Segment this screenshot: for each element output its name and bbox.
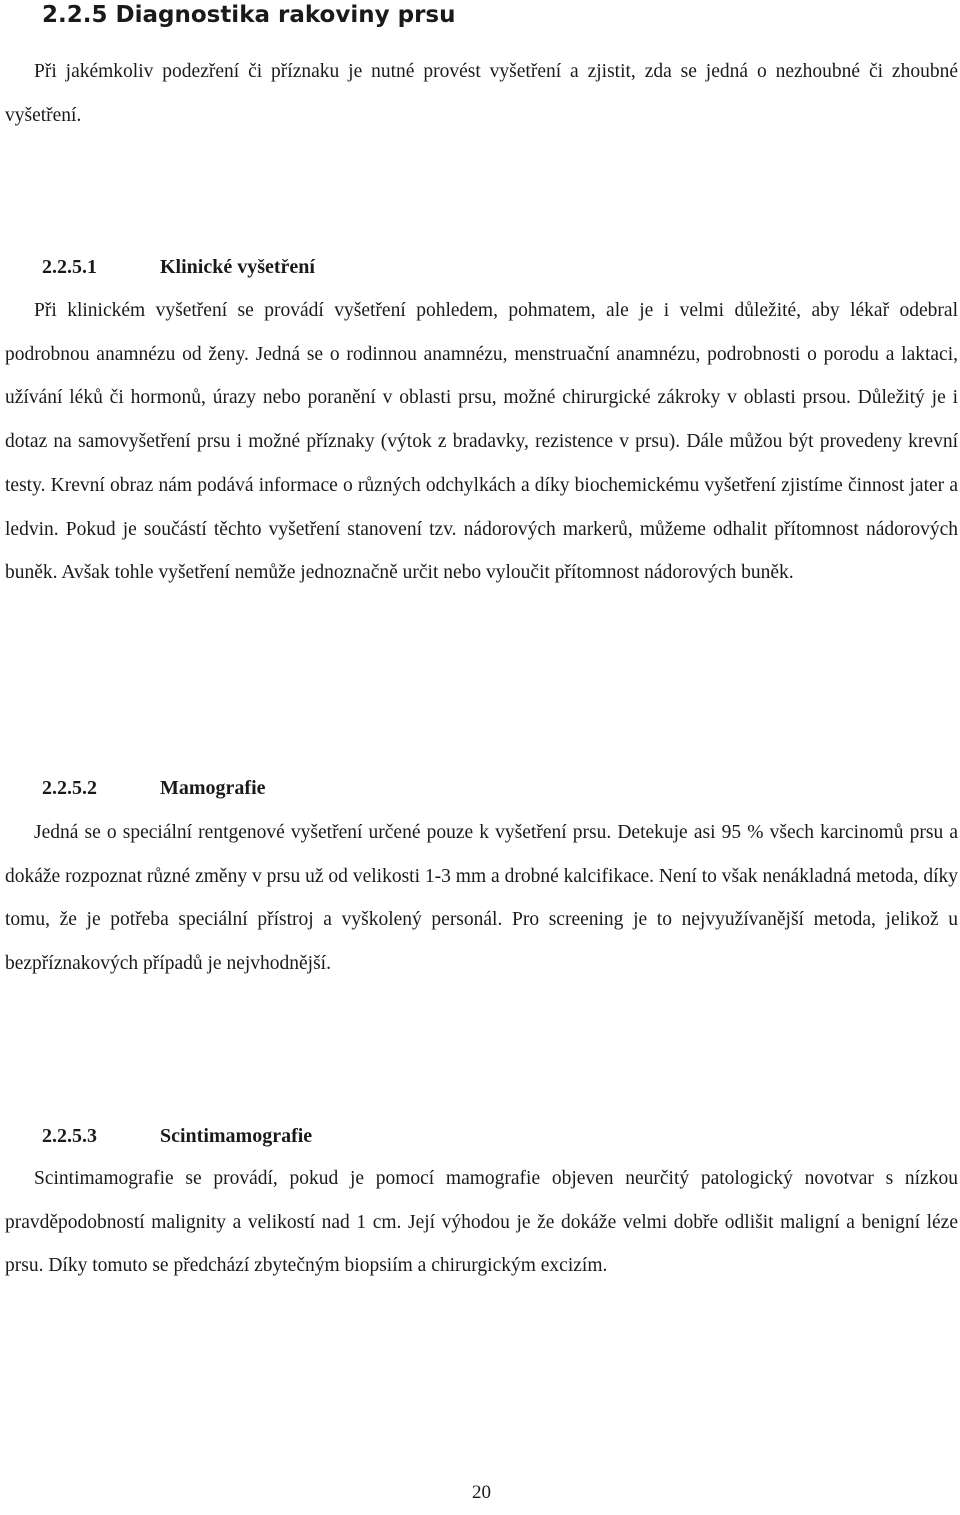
section-heading: 2.2.5 Diagnostika rakoviny prsu xyxy=(42,2,456,28)
subsection-number: 2.2.5.1 xyxy=(42,256,97,278)
paragraph-scintimamografie: Scintimamografie se provádí, pokud je pomocí mamografie objeven neurčitý patologický novotvar s nízkou pravděpodobností malignity a velikostí nad 1 cm. Její výhodou je že dokáže velmi dobře odlišit maligní a benigní léze prsu. Díky tomuto se předchází zbytečným biopsiím a chirurgickým excizím. xyxy=(5,1168,958,1277)
subsection-title: Mamografie xyxy=(160,777,266,799)
subsection-heading-scintimamografie xyxy=(42,1123,312,1149)
subsection-number: 2.2.5.2 xyxy=(42,777,97,799)
document-page xyxy=(5,0,958,1515)
subsection-number: 2.2.5.3 xyxy=(42,1125,97,1147)
intro-paragraph: Při jakémkoliv podezření či příznaku je nutné provést vyšetření a zjistit, zda se jedná o nezhoubné či zhoubné vyšetření. xyxy=(5,61,958,126)
subsection-title: Scintimamografie xyxy=(160,1125,313,1147)
paragraph-mamografie: Jedná se o speciální rentgenové vyšetření určené pouze k vyšetření prsu. Detekuje asi 95 % všech karcinomů prsu a dokáže rozpoznat různé změny v prsu už od velikosti 1-3 mm a drobné kalcifikace. Není to však nenákladná metoda, díky tomu, že je potřeba speciální přístroj a vyškolený personál. Pro screening je to nejvyužívanější metoda, jelikož u bezpříznakových případů je nejvhodnější. xyxy=(5,822,958,975)
subsection-heading-klinicke xyxy=(42,254,315,280)
subsection-heading-mamografie xyxy=(42,775,266,801)
paragraph-klinicke: Při klinickém vyšetření se provádí vyšetření pohledem, pohmatem, ale je i velmi důležité, aby lékař odebral podrobnou anamnézu od ženy. Jedná se o rodinnou anamnézu, menstruační anamnézu, podrobnosti o porodu a laktaci, užívání léků či hormonů, úrazy nebo poranění v oblasti prsu, možné chirurgické zákroky v oblasti prsou. Důležitý je i dotaz na samovyšetření prsu i možné příznaky (výtok z bradavky, rezistence v prsu). Dále můžou být provedeny krevní testy. Krevní obraz nám podává informace o různých odchylkách a díky biochemickému vyšetření zjistíme činnost jater a ledvin. Pokud je součástí těchto vyšetření stanovení tzv. nádorových markerů, můžeme odhalit přítomnost nádorových buněk. Avšak tohle vyšetření nemůže jednoznačně určit nebo vyloučit přítomnost nádorových buněk. xyxy=(5,300,958,584)
page-number: 20 xyxy=(472,1482,491,1503)
subsection-title: Klinické vyšetření xyxy=(160,256,315,278)
